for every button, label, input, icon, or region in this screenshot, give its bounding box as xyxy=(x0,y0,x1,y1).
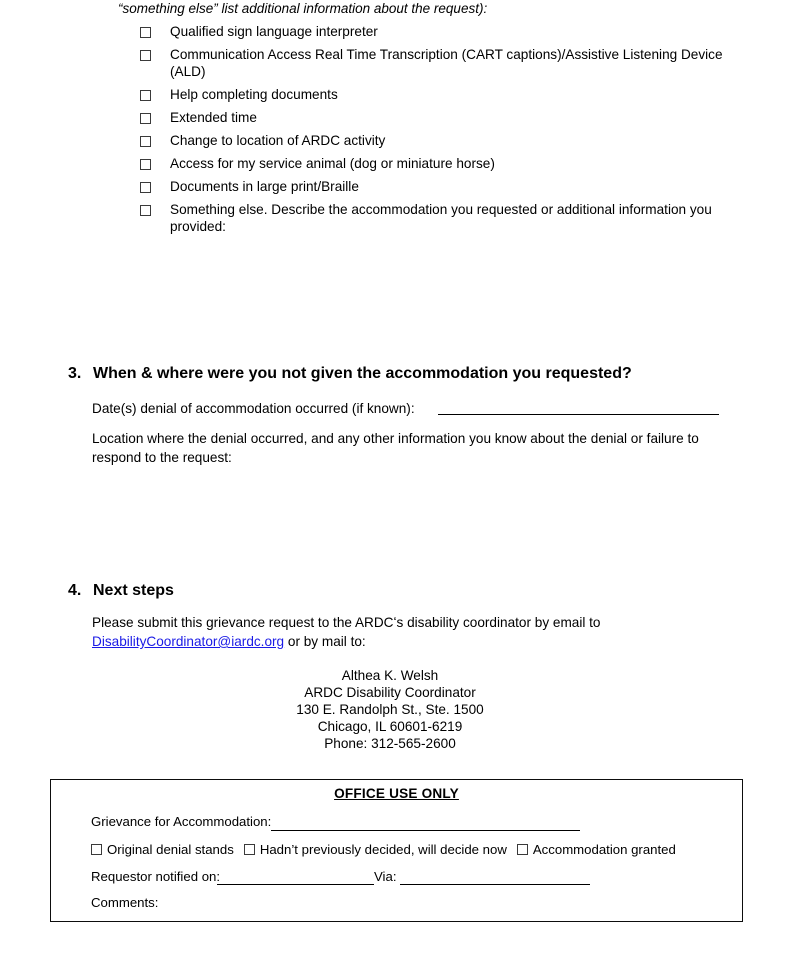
checkbox-label: Original denial stands xyxy=(107,842,234,857)
checkbox-cart-ald[interactable] xyxy=(140,50,151,61)
address-line-street: 130 E. Randolph St., Ste. 1500 xyxy=(296,702,484,717)
section-3-heading xyxy=(68,365,632,383)
via-input-rule[interactable] xyxy=(400,884,590,885)
checkbox-row-qualified-interpreter[interactable] xyxy=(140,24,730,40)
checkbox-large-print-braille[interactable] xyxy=(140,182,151,193)
checkbox-row-cart-ald[interactable] xyxy=(140,47,730,80)
checkbox-row-help-documents[interactable] xyxy=(140,87,730,103)
address-line-title: ARDC Disability Coordinator xyxy=(304,685,476,700)
accommodation-checkbox-list xyxy=(140,24,730,242)
mail-to-text: or by mail to: xyxy=(284,634,366,649)
checkbox-label: Communication Access Real Time Transcription (CART captions)/Assistive Listening Device (ALD) xyxy=(170,47,723,79)
office-decision-options xyxy=(91,842,676,857)
section-4-title: Next steps xyxy=(93,582,174,599)
checkbox-accommodation-granted[interactable] xyxy=(517,844,528,855)
denial-location-prompt-line1: Location where the denial occurred, and any other information you know about the denial or failure to xyxy=(92,431,699,446)
checkbox-hadnt-previously-decided[interactable] xyxy=(244,844,255,855)
address-line-name: Althea K. Welsh xyxy=(341,668,439,683)
checkbox-label: Help completing documents xyxy=(170,87,338,102)
checkbox-label: Qualified sign language interpreter xyxy=(170,24,378,39)
section-4-heading xyxy=(68,582,174,600)
checkbox-label: Change to location of ARDC activity xyxy=(170,133,386,148)
checkbox-row-something-else[interactable] xyxy=(140,202,730,235)
checkbox-row-extended-time[interactable] xyxy=(140,110,730,126)
grievance-for-accommodation-rule[interactable] xyxy=(271,830,580,831)
denial-date-label: Date(s) denial of accommodation occurred (if known): xyxy=(92,401,415,416)
intro-italic-line: “something else” list additional information about the request): xyxy=(118,1,488,16)
submit-instructions-line1: Please submit this grievance request to the ARDCʻs disability coordinator by email to xyxy=(92,615,601,630)
disability-coordinator-email-link[interactable]: DisabilityCoordinator@iardc.org xyxy=(92,634,285,649)
checkbox-something-else[interactable] xyxy=(140,205,151,216)
checkbox-label: Documents in large print/Braille xyxy=(170,179,359,194)
checkbox-help-documents[interactable] xyxy=(140,90,151,101)
checkbox-change-location[interactable] xyxy=(140,136,151,147)
checkbox-label: Hadn’t previously decided, will decide now xyxy=(259,842,507,857)
checkbox-label: Accommodation granted xyxy=(532,842,676,857)
office-use-only-box xyxy=(50,779,743,922)
checkbox-qualified-interpreter[interactable] xyxy=(140,27,151,38)
checkbox-row-change-location[interactable] xyxy=(140,133,730,149)
checkbox-row-large-print-braille[interactable] xyxy=(140,179,730,195)
checkbox-label: Something else. Describe the accommodation you requested or additional information you provided: xyxy=(170,202,712,234)
requestor-notified-label: Requestor notified on: xyxy=(91,869,221,884)
section-4-number: 4. xyxy=(68,582,82,599)
requestor-notified-date-rule[interactable] xyxy=(217,884,374,885)
checkbox-extended-time[interactable] xyxy=(140,113,151,124)
section-3-title: When & where were you not given the accommodation you requested? xyxy=(93,365,632,382)
via-label: Via: xyxy=(374,869,397,884)
address-line-phone: Phone: 312-565-2600 xyxy=(324,736,456,751)
denial-date-input-rule[interactable] xyxy=(438,414,719,415)
address-line-city: Chicago, IL 60601-6219 xyxy=(317,719,463,734)
checkbox-service-animal[interactable] xyxy=(140,159,151,170)
checkbox-label: Access for my service animal (dog or miniature horse) xyxy=(170,156,495,171)
denial-location-prompt-line2: respond to the request: xyxy=(92,450,232,465)
checkbox-label: Extended time xyxy=(170,110,257,125)
grievance-for-accommodation-label: Grievance for Accommodation: xyxy=(91,814,272,829)
mailing-address-block xyxy=(250,667,530,752)
section-3-number: 3. xyxy=(68,365,82,382)
checkbox-row-service-animal[interactable] xyxy=(140,156,730,172)
submit-instructions-line2 xyxy=(92,632,366,651)
office-use-only-title: OFFICE USE ONLY xyxy=(334,786,459,801)
checkbox-original-denial-stands[interactable] xyxy=(91,844,102,855)
comments-label: Comments: xyxy=(91,895,159,910)
